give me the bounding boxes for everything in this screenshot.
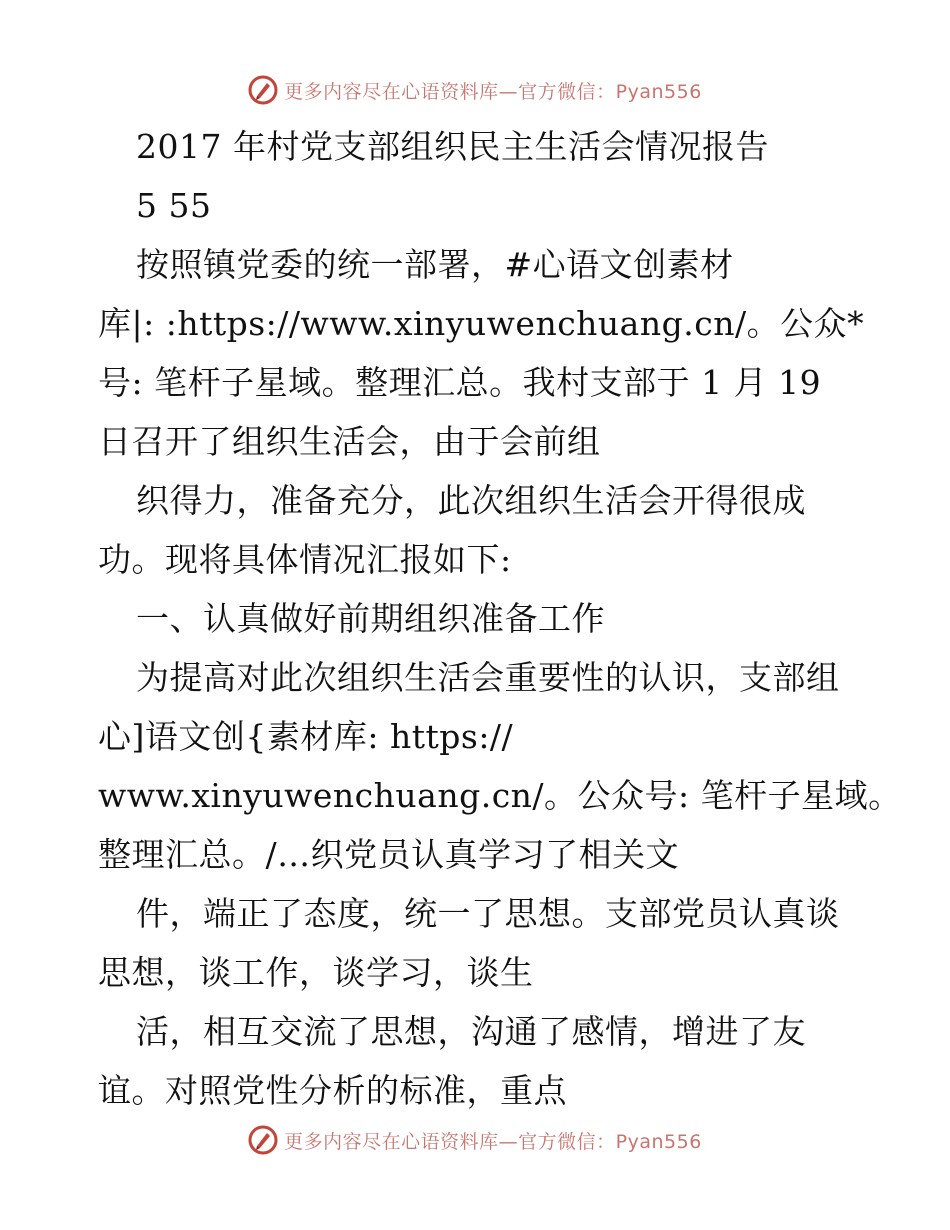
document-line: 号: 笔杆子星域。整理汇总。我村支部于 1 月 19 — [98, 363, 822, 402]
pen-logo-icon — [248, 75, 278, 105]
document-line: 活，相互交流了思想，沟通了感情，增进了友 — [136, 1012, 806, 1051]
document-line: 织得力，准备充分，此次组织生活会开得很成 — [136, 481, 806, 520]
footer-banner — [0, 1120, 950, 1160]
document-line: 5 55 — [136, 186, 212, 225]
document-title: 2017 年村党支部组织民主生活会情况报告 — [136, 127, 769, 166]
document-line: 按照镇党委的统一部署，#心语文创素材 — [136, 245, 734, 284]
document-line: 整理汇总。/…织党员认真学习了相关文 — [98, 835, 680, 874]
document-line: 库|: :https://www.xinyuwenchuang.cn/。公众* — [98, 304, 865, 343]
document-line: 谊。对照党性分析的标准，重点 — [98, 1071, 567, 1110]
document-line: 功。现将具体情况汇报如下: — [98, 540, 512, 579]
document-line: 为提高对此次组织生活会重要性的认识，支部组 — [136, 658, 840, 697]
section-heading: 一、认真做好前期组织准备工作 — [136, 599, 605, 638]
document-line: 日召开了组织生活会，由于会前组 — [98, 422, 601, 461]
document-line: 件，端正了态度，统一了思想。支部党员认真谈 — [136, 894, 840, 933]
pen-logo-icon — [248, 1125, 278, 1155]
header-banner-text: 更多内容尽在心语资料库—官方微信：Pyan556 — [284, 80, 702, 103]
header-banner — [0, 70, 950, 110]
document-line: 心]语文创{素材库: https:// — [98, 717, 514, 756]
footer-banner-text: 更多内容尽在心语资料库—官方微信：Pyan556 — [284, 1130, 702, 1153]
document-line: www.xinyuwenchuang.cn/。公众号: 笔杆子星域。 — [98, 776, 902, 815]
document-line: 思想，谈工作，谈学习，谈生 — [98, 953, 534, 992]
